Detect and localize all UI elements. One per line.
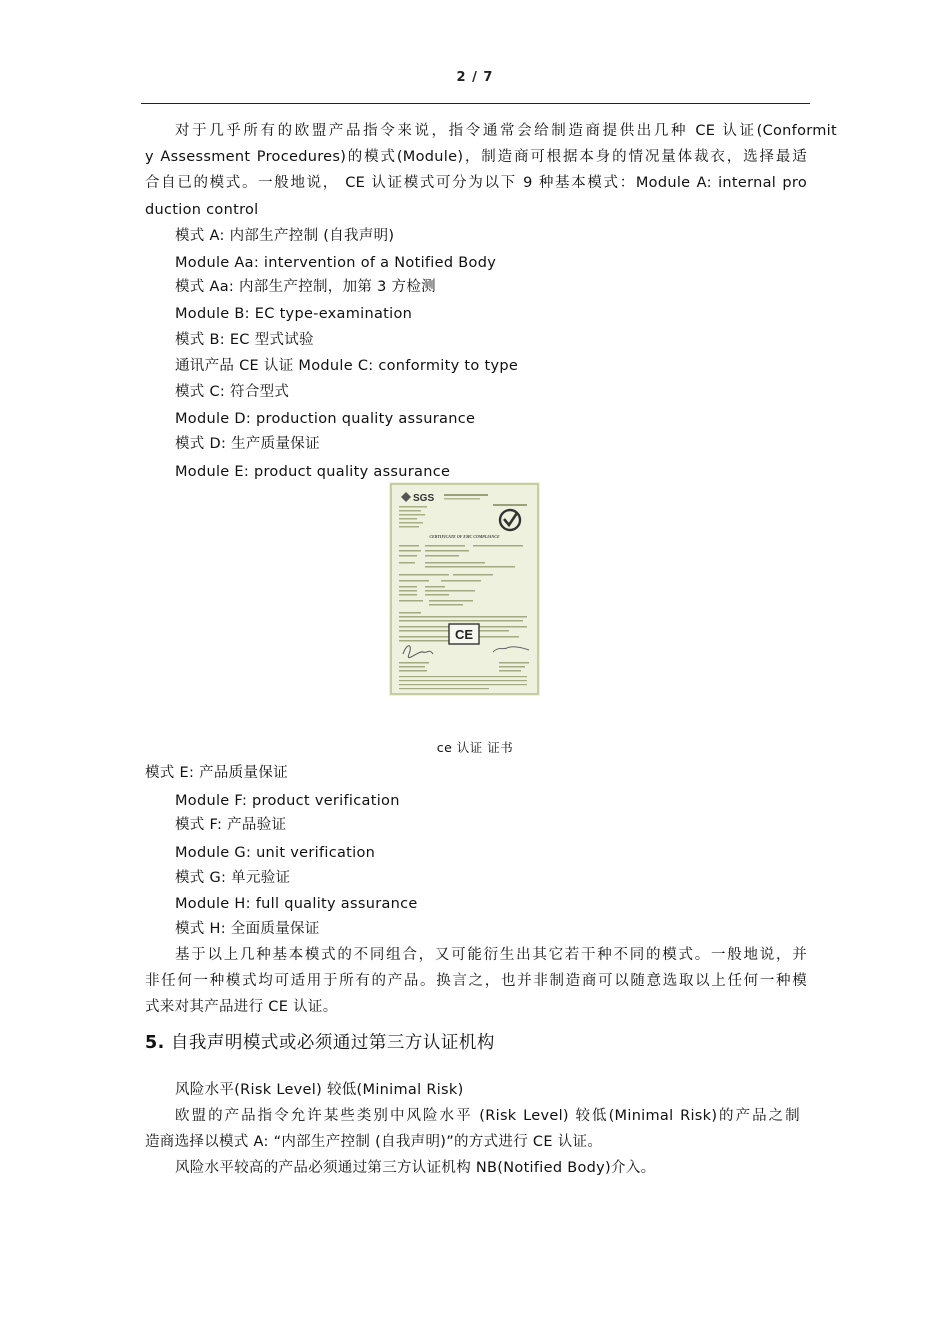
mode-a-text: 模式 A: 内部生产控制 (自我声明) (175, 228, 395, 244)
mode-d-text: 模式 D: 生产质量保证 (175, 436, 320, 452)
page-number: 2 / 7 (456, 70, 494, 85)
mode-g-text: 模式 G: 单元验证 (175, 870, 291, 886)
module-aa-text: Module Aa: intervention of a Notified Body (175, 255, 497, 271)
module-h-text: Module H: full quality assurance (175, 896, 418, 912)
svg-text:SGS: SGS (413, 493, 435, 504)
intro-line-3: 合自已的模式。一般地说， CE 认证模式可分为以下 9 种基本模式：Module A: internal pro (145, 175, 807, 191)
ce-mark-icon (449, 624, 479, 644)
module-c-text: 通讯产品 CE 认证 Module C: conformity to type (175, 358, 519, 374)
section-title: 自我声明模式或必须通过第三方认证机构 (170, 1033, 495, 1053)
section-heading (145, 1033, 807, 1053)
mode-f-text: 模式 F: 产品验证 (175, 817, 287, 833)
mode-h-text: 模式 H: 全面质量保证 (175, 921, 320, 937)
mode-e-text: 模式 E: 产品质量保证 (145, 765, 288, 781)
module-e-text: Module E: product quality assurance (175, 464, 451, 480)
risk-para-line-2: 造商选择以模式 A: “内部生产控制 (自我声明)”的方式进行 CE 认证。 (145, 1134, 603, 1150)
svg-text:CE: CE (454, 627, 474, 642)
notified-body-line: 风险水平较高的产品必须通过第三方认证机构 NB(Notified Body)介入。 (175, 1160, 656, 1176)
combination-line-2: 非任何一种模式均可适用于所有的产品。换言之，也并非制造商可以随意选取以上任何一种模 (145, 973, 807, 989)
intro-line-2: y Assessment Procedures)的模式(Module)，制造商可根据本身的情况量体裁衣，选择最适 (145, 149, 807, 165)
ce-certificate-image (389, 482, 540, 696)
header-rule (141, 103, 810, 104)
mode-c-text: 模式 C: 符合型式 (175, 384, 290, 400)
combination-line-1: 基于以上几种基本模式的不同组合，又可能衍生出其它若干种不同的模式。一般地说，并 (175, 947, 807, 963)
intro-line-1: 对于几乎所有的欧盟产品指令来说，指令通常会给制造商提供出几种 CE 认证(Conformit (175, 123, 837, 139)
module-f-text: Module F: product verification (175, 793, 400, 809)
certificate-caption: ce 认证 证书 (436, 740, 514, 755)
mode-b-text: 模式 B: EC 型式试验 (175, 332, 314, 348)
section-number: 5. (145, 1033, 165, 1053)
intro-line-4: duction control (145, 202, 259, 218)
certificate-title: CERTIFICATE OF EMC COMPLIANCE (429, 534, 500, 539)
module-d-text: Module D: production quality assurance (175, 411, 476, 427)
mode-aa-text: 模式 Aa: 内部生产控制，加第 3 方检测 (175, 279, 436, 295)
combination-line-3: 式来对其产品进行 CE 认证。 (145, 999, 338, 1015)
risk-level-label: 风险水平(Risk Level) 较低(Minimal Risk) (175, 1082, 464, 1098)
risk-para-line-1: 欧盟的产品指令允许某些类别中风险水平 (Risk Level) 较低(Minimal Risk)的产品之制 (175, 1108, 800, 1124)
module-b-text: Module B: EC type-examination (175, 306, 413, 322)
module-g-text: Module G: unit verification (175, 845, 376, 861)
